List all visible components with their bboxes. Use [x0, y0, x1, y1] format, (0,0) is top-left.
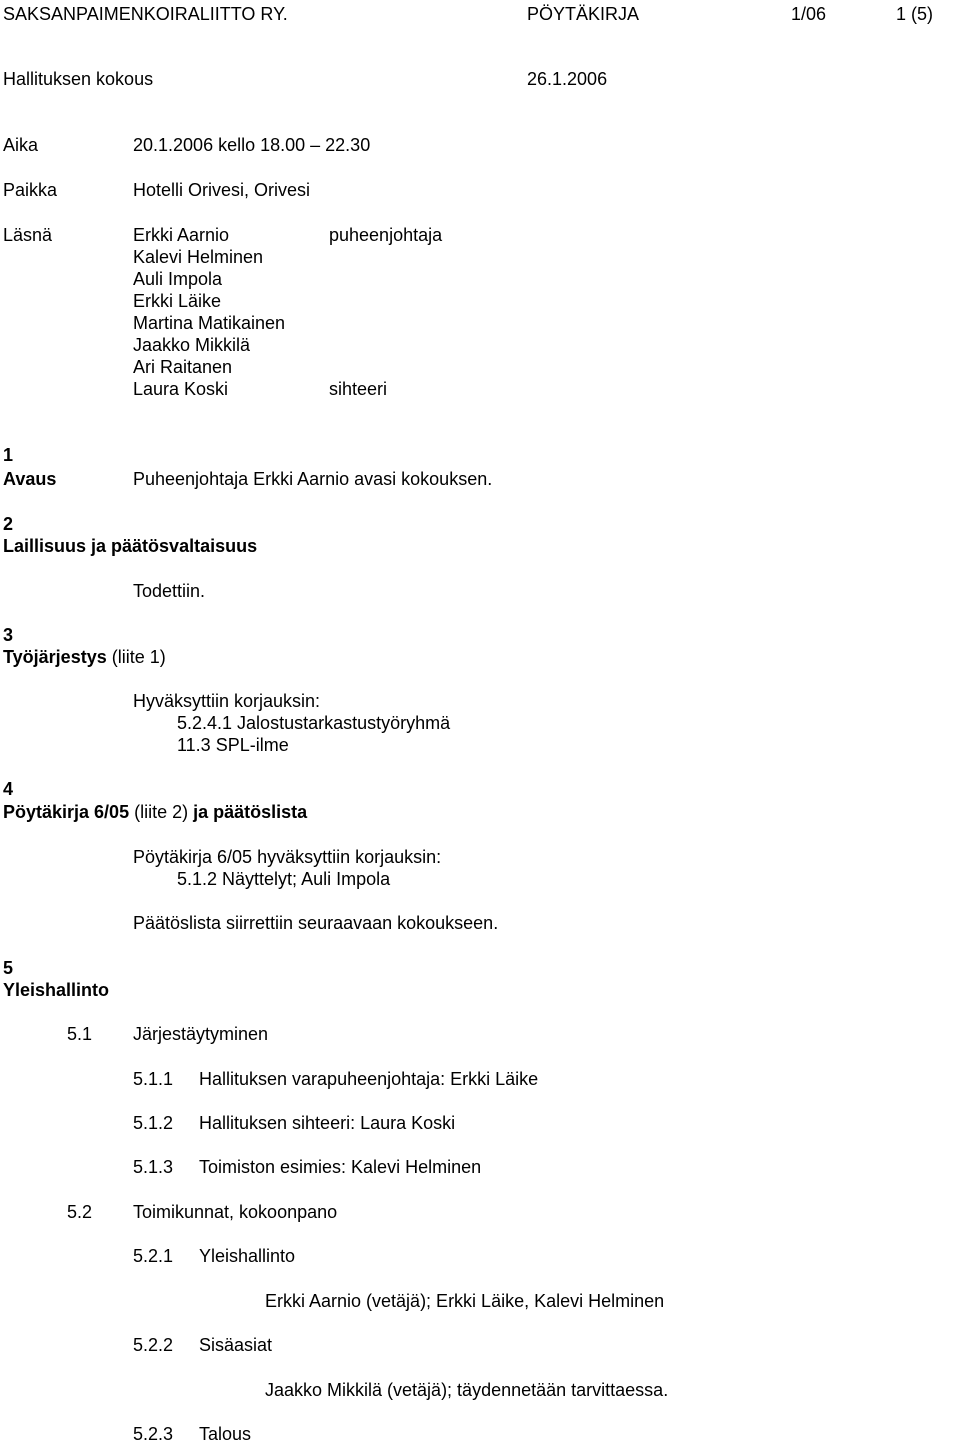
- attendee: Erkki Aarnio: [133, 225, 230, 245]
- item-text: Hallituksen varapuheenjohtaja: Erkki Läike: [199, 1069, 539, 1089]
- section-3-title: Työjärjestys: [3, 647, 107, 667]
- item-title: Talous: [199, 1424, 252, 1444]
- subsection-title: Järjestäytyminen: [133, 1024, 269, 1044]
- time-value: 20.1.2006 kello 18.00 – 22.30: [133, 135, 371, 155]
- subsection-number: 5.1: [67, 1024, 93, 1044]
- section-4-title-b: ja päätöslista: [193, 802, 308, 822]
- attendee: Erkki Läike: [133, 291, 222, 311]
- subsection-title: Toimikunnat, kokoonpano: [133, 1202, 338, 1222]
- section-2-text: Todettiin.: [133, 581, 206, 601]
- attendee: Laura Koski: [133, 379, 229, 399]
- document-number: 1/06: [791, 4, 827, 24]
- section-1-text: Puheenjohtaja Erkki Aarnio avasi kokouksen.: [133, 469, 493, 489]
- document-type: PÖYTÄKIRJA: [527, 4, 640, 24]
- chair-role: puheenjohtaja: [329, 225, 443, 245]
- attendee: Martina Matikainen: [133, 313, 286, 333]
- item-members: Erkki Aarnio (vetäjä); Erkki Läike, Kalevi Helminen: [265, 1291, 665, 1311]
- meeting-name: Hallituksen kokous: [3, 69, 154, 89]
- secretary-role: sihteeri: [329, 379, 388, 399]
- place-label: Paikka: [3, 180, 58, 200]
- section-5-title: Yleishallinto: [3, 980, 110, 1000]
- section-4-number: 4: [3, 779, 14, 799]
- section-4-title-a: Pöytäkirja 6/05: [3, 802, 130, 822]
- section-3-number: 3: [3, 625, 14, 645]
- item-text: Hallituksen sihteeri: Laura Koski: [199, 1113, 456, 1133]
- meeting-date: 26.1.2006: [527, 69, 608, 89]
- item-number: 5.2.2: [133, 1335, 174, 1355]
- section-4-item: 5.1.2 Näyttelyt; Auli Impola: [177, 869, 391, 889]
- section-3-text: Hyväksyttiin korjauksin:: [133, 691, 321, 711]
- section-3-attachment: (liite 1): [106, 647, 166, 667]
- section-1-title: Avaus: [3, 469, 57, 489]
- attendee: Kalevi Helminen: [133, 247, 264, 267]
- section-3-item: 5.2.4.1 Jalostustarkastustyöryhmä: [177, 713, 451, 733]
- item-text: Toimiston esimies: Kalevi Helminen: [199, 1157, 482, 1177]
- item-number: 5.1.2: [133, 1113, 174, 1133]
- section-4-attachment: (liite 2): [129, 802, 194, 822]
- section-1-number: 1: [3, 445, 14, 465]
- section-5-number: 5: [3, 958, 14, 978]
- item-members: Jaakko Mikkilä (vetäjä); täydennetään tarvittaessa.: [265, 1380, 669, 1400]
- section-2-title: Laillisuus ja päätösvaltaisuus: [3, 536, 258, 556]
- time-label: Aika: [3, 135, 39, 155]
- item-number: 5.2.3: [133, 1424, 174, 1444]
- attendee: Auli Impola: [133, 269, 223, 289]
- item-title: Yleishallinto: [199, 1246, 296, 1266]
- page-number: 1 (5): [896, 4, 934, 24]
- subsection-number: 5.2: [67, 1202, 93, 1222]
- section-4-heading: [3, 801, 307, 823]
- item-number: 5.1.3: [133, 1157, 174, 1177]
- place-value: Hotelli Orivesi, Orivesi: [133, 180, 311, 200]
- section-4-text-2: Päätöslista siirrettiin seuraavaan kokoukseen.: [133, 913, 499, 933]
- item-title: Sisäasiat: [199, 1335, 273, 1355]
- attendee: Jaakko Mikkilä: [133, 335, 251, 355]
- item-number: 5.2.1: [133, 1246, 174, 1266]
- section-3-heading: [3, 646, 166, 668]
- present-label: Läsnä: [3, 225, 53, 245]
- org-name: SAKSANPAIMENKOIRALIITTO RY.: [3, 4, 288, 24]
- section-3-item: 11.3 SPL-ilme: [177, 735, 289, 755]
- section-2-number: 2: [3, 514, 14, 534]
- section-4-text: Pöytäkirja 6/05 hyväksyttiin korjauksin:: [133, 847, 442, 867]
- attendee: Ari Raitanen: [133, 357, 233, 377]
- item-number: 5.1.1: [133, 1069, 174, 1089]
